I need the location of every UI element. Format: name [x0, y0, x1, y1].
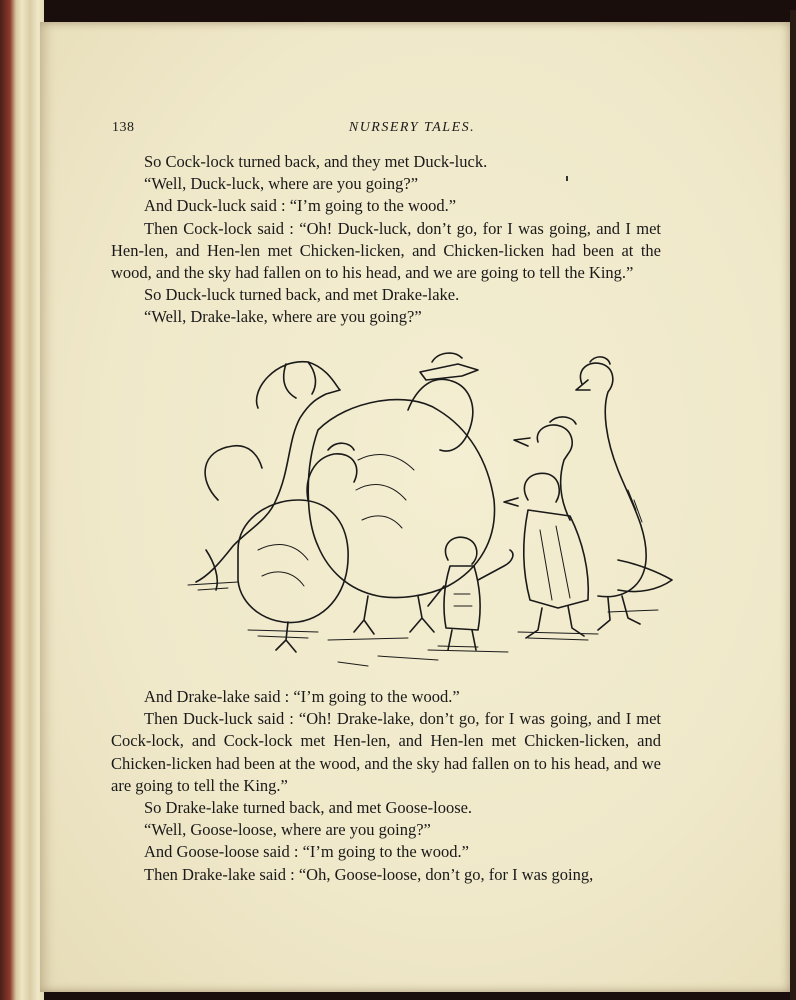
page-header	[112, 120, 652, 142]
illustration-svg	[178, 350, 678, 670]
paragraph: Then Drake-lake said : “Oh, Goose-loose, don’t go, for I was going,	[144, 864, 594, 884]
paragraph: Then Cock-lock said : “Oh! Duck-luck, don’t go, for I was going, and I met Hen-len, and Hen-len met Chicken-licken, and Chicken-licken had been at the wood, and the sky had fallen on to his head, and we are going to tell the King.”	[111, 218, 661, 283]
right-edge-shadow	[790, 10, 796, 1000]
paragraph: And Duck-luck said : “I’m going to the wood.”	[144, 196, 457, 216]
book-binding-edge	[0, 0, 44, 1000]
paragraph: “Well, Duck-luck, where are you going?”	[144, 174, 419, 194]
paragraph: “Well, Drake-lake, where are you going?”	[144, 307, 422, 327]
paragraph: So Drake-lake turned back, and met Goose-loose.	[144, 798, 473, 818]
paragraph: And Drake-lake said : “I’m going to the wood.”	[144, 687, 460, 706]
running-title: NURSERY TALES.	[348, 120, 476, 135]
paragraph: And Goose-loose said : “I’m going to the wood.”	[144, 842, 469, 862]
paragraph: Then Duck-luck said : “Oh! Drake-lake, don’t go, for I was going, and I met Cock-lock, and Cock-lock met Hen-len, and Hen-len met Chicken-licken, and Chicken-licken had been at the wood, and the sky had fallen on to his head, and we are going to tell the King.”	[111, 709, 661, 795]
text-block-bottom	[111, 686, 661, 886]
text-block-top	[111, 151, 661, 329]
paragraph: “Well, Goose-loose, where are you going?”	[144, 820, 431, 840]
ink-speck	[566, 176, 568, 181]
page-number: 138	[112, 120, 135, 135]
line-drawing-birds-illustration	[178, 350, 678, 670]
paragraph: So Duck-luck turned back, and met Drake-lake.	[144, 285, 460, 305]
paragraph: So Cock-lock turned back, and they met Duck-luck.	[144, 152, 488, 171]
